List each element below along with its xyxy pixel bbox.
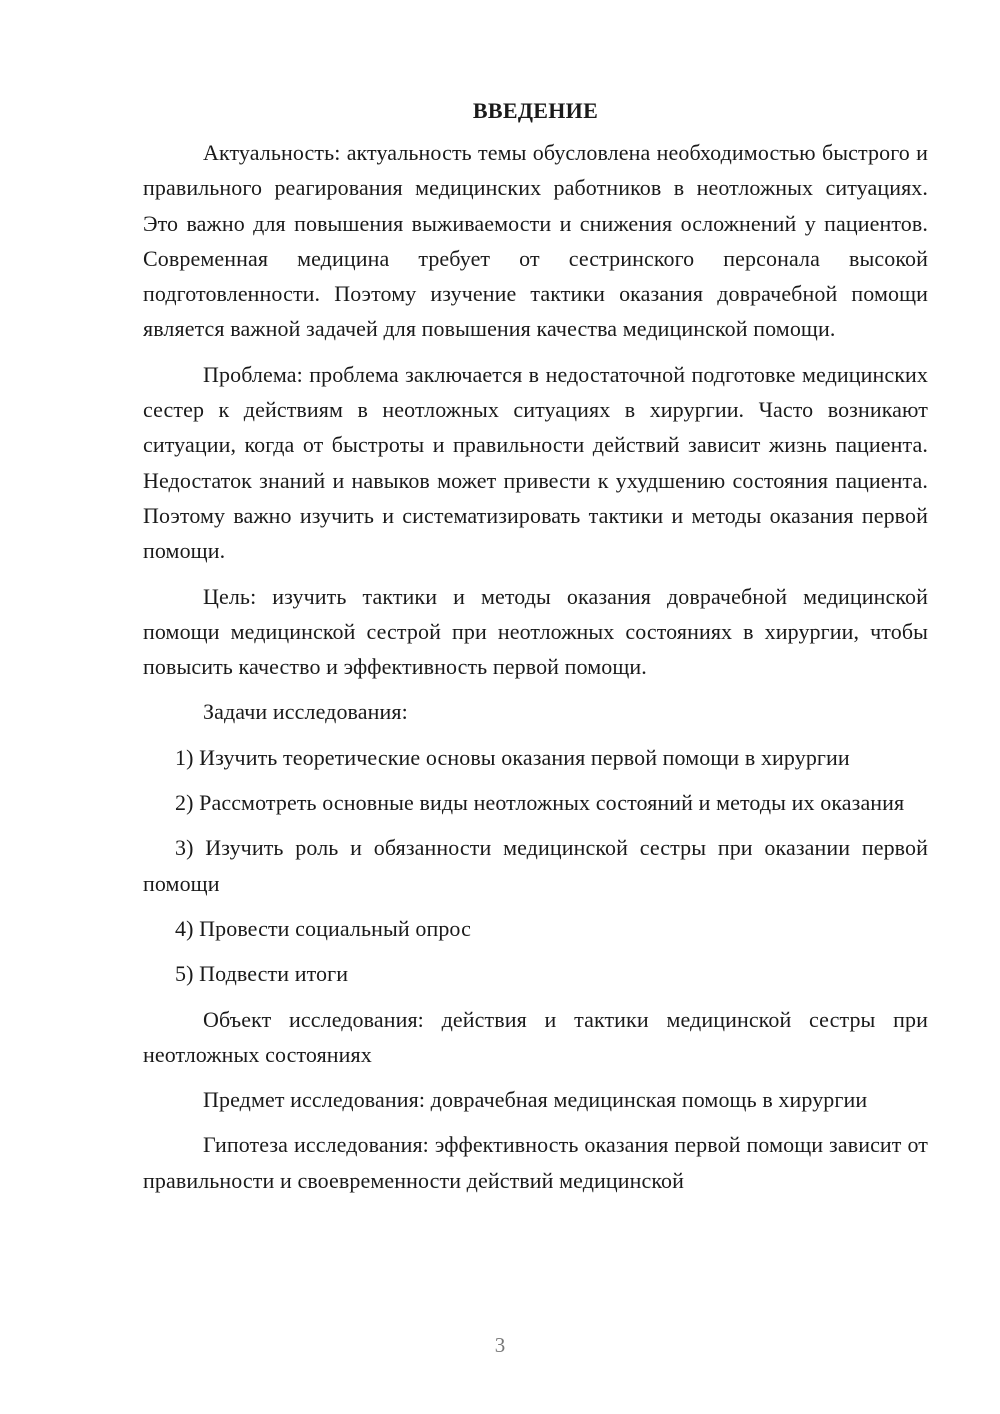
task-item: 3) Изучить роль и обязанности медицинской сестры при оказании первой помощи bbox=[143, 835, 928, 896]
task-item: 4) Провести социальный опрос bbox=[175, 915, 471, 941]
task-item: 2) Рассмотреть основные виды неотложных состояний и методы их оказания bbox=[175, 790, 905, 816]
object-paragraph: Объект исследования: действия и тактики медицинской сестры при неотложных состояниях bbox=[143, 1006, 928, 1067]
goal-paragraph: Цель: изучить тактики и методы оказания доврачебной медицинской помощи медицинской сестрой при неотложных состояниях в хирургии, чтобы повысить качество и эффективность первой помощи. bbox=[143, 583, 928, 680]
task-item: 5) Подвести итоги bbox=[175, 961, 349, 987]
page-content bbox=[143, 96, 928, 1208]
problem-paragraph: Проблема: проблема заключается в недостаточной подготовке медицинских сестер к действиям в неотложных ситуациях в хирургии. Часто возникают ситуации, когда от быстроты и правильности действий зависит жизнь пациента. Недостаток знаний и навыков может привести к ухудшению состояния пациента. Поэтому важно изучить и систематизировать тактики и методы оказания первой помощи. bbox=[143, 361, 928, 564]
page-number: 3 bbox=[494, 1333, 506, 1357]
section-title: ВВЕДЕНИЕ bbox=[472, 98, 599, 123]
task-item: 1) Изучить теоретические основы оказания первой помощи в хирургии bbox=[175, 744, 850, 770]
relevance-paragraph: Актуальность: актуальность темы обусловлена необходимостью быстрого и правильного реагирования медицинских работников в неотложных ситуациях. Это важно для повышения выживаемости и снижения осложнений у пациентов. Современная медицина требует от сестринского персонала высокой подготовленности. Поэтому изучение тактики оказания доврачебной помощи является важной задачей для повышения качества медицинской помощи. bbox=[143, 140, 928, 342]
subject-paragraph: Предмет исследования: доврачебная медицинская помощь в хирургии bbox=[203, 1087, 868, 1113]
hypothesis-paragraph: Гипотеза исследования: эффективность оказания первой помощи зависит от правильности и своевременности действий медицинской bbox=[143, 1132, 928, 1193]
tasks-heading: Задачи исследования: bbox=[203, 699, 408, 725]
